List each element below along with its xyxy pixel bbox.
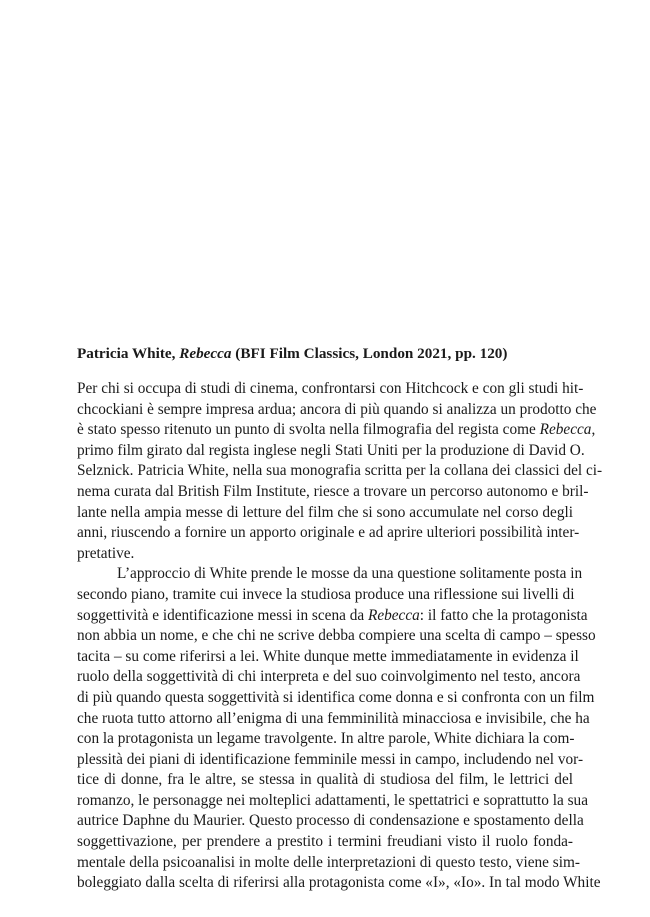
- text-segment: Selznick. Patricia White, nella sua monografia scritta per la collana dei classici del ci-: [77, 462, 603, 480]
- text-line: [77, 503, 573, 524]
- text-segment: ,: [591, 421, 596, 439]
- text-line: [77, 791, 588, 812]
- text-segment: boleggiato dalla scelta di riferirsi alla protagonista come «I», «Io». In tal modo White: [77, 874, 601, 892]
- text-line: [77, 770, 573, 791]
- text-line: [77, 523, 580, 544]
- text-segment: soggettività e identificazione messi in scena da: [77, 606, 368, 624]
- text-segment: pretative.: [77, 544, 135, 562]
- text-segment: autrice Daphne du Maurier. Questo processo di condensazione e spostamento della: [77, 812, 584, 830]
- text-line: [77, 750, 584, 771]
- text-segment: romanzo, le personagge nei molteplici adattamenti, le spettatrici e soprattutto la sua: [77, 791, 588, 809]
- text-line: [77, 544, 573, 565]
- text-segment: plessità dei piani di identificazione femminile messi in campo, includendo nel vor-: [77, 750, 584, 768]
- text-line: [77, 420, 596, 441]
- text-segment: non abbia un nome, e che chi ne scrive debba compiere una scelta di campo – spesso: [77, 627, 596, 645]
- text-segment: è stato spesso ritenuto un punto di svolta nella filmografia del regista come: [77, 421, 540, 439]
- text-line: [77, 379, 584, 400]
- text-segment: con la protagonista un legame travolgente. In altre parole, White dichiara la com-: [77, 730, 575, 748]
- text-line: [77, 647, 579, 668]
- text-line: [77, 873, 601, 894]
- heading-details: (BFI Film Classics, London 2021, pp. 120): [231, 345, 508, 362]
- text-segment: secondo piano, tramite cui invece la studiosa produce una riflessione sui livelli di: [77, 585, 575, 603]
- review-body: [77, 379, 603, 894]
- text-segment: mentale della psicoanalisi in molte delle interpretazioni di questo testo, viene sim-: [77, 853, 580, 871]
- review-heading: [77, 343, 573, 365]
- text-segment: soggettivazione, per prendere a prestito i termini freudiani visto il ruolo fonda-: [77, 833, 573, 851]
- text-line: [77, 667, 581, 688]
- film-title: Rebecca: [367, 606, 420, 624]
- heading-film-title: Rebecca: [179, 345, 232, 362]
- text-line: [77, 853, 580, 874]
- heading-author: Patricia White,: [77, 345, 180, 362]
- text-segment: tice di donne, fra le altre, se stessa in qualità di studiosa del film, le lettrici del: [77, 771, 573, 789]
- text-segment: lante nella ampia messe di letture del film che si sono accumulate nel corso degli: [77, 503, 573, 521]
- text-segment: che ruota tutto attorno all’enigma di una femminilità minacciosa e invisibile, che ha: [77, 709, 590, 727]
- text-segment: : il fatto che la protagonista: [419, 606, 588, 624]
- text-segment: primo film girato dal regista inglese negli Stati Uniti per la produzione di David O.: [77, 441, 585, 459]
- text-segment: anni, riuscendo a fornire un apporto originale e ad aprire ulteriori possibilità inter-: [77, 524, 580, 542]
- text-line: [77, 709, 590, 730]
- text-segment: L’approccio di White prende le mosse da una questione solitamente posta in: [117, 565, 583, 583]
- text-line: [77, 688, 595, 709]
- text-segment: nema curata dal British Film Institute, riesce a trovare un percorso autonomo e bril-: [77, 482, 589, 500]
- text-line: [77, 461, 603, 482]
- text-line: [77, 585, 573, 606]
- text-line: [77, 400, 597, 421]
- text-segment: di più quando questa soggettività si identifica come donna e si confronta con un film: [77, 688, 595, 706]
- text-line: [77, 811, 584, 832]
- text-line: [77, 441, 585, 462]
- text-line: [77, 482, 589, 503]
- text-line: [77, 606, 588, 627]
- text-line: [77, 626, 596, 647]
- text-segment: chcockiani è sempre impresa ardua; ancora di più quando si analizza un prodotto che: [77, 400, 597, 418]
- text-line: [77, 832, 573, 853]
- text-segment: Per chi si occupa di studi di cinema, confrontarsi con Hitchcock e con gli studi hit-: [77, 380, 584, 397]
- text-segment: tacita – su come riferirsi a lei. White dunque mette immediatamente in evidenza il: [77, 647, 579, 665]
- text-line: [77, 564, 583, 585]
- text-line: [77, 729, 573, 750]
- film-title: Rebecca: [539, 421, 592, 439]
- text-segment: ruolo della soggettività di chi interpreta e del suo coinvolgimento nel testo, ancora: [77, 668, 581, 686]
